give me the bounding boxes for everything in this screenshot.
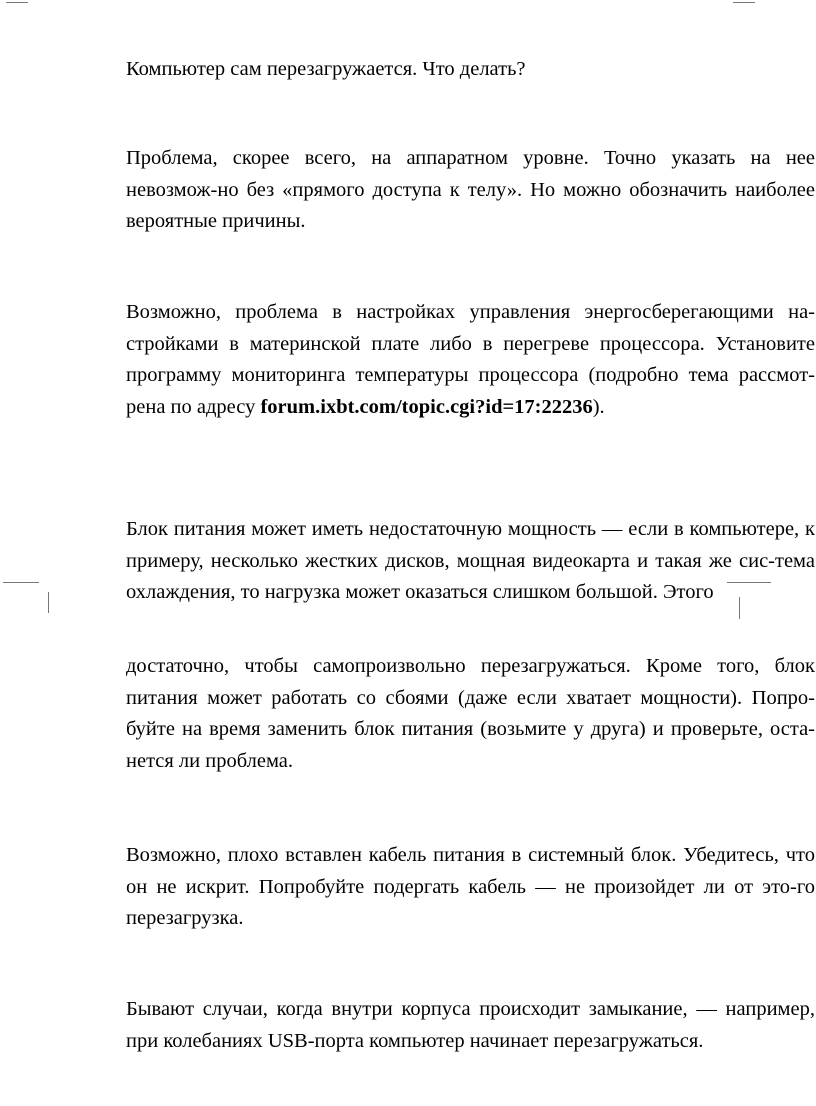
document-title: Компьютер сам перезагружается. Что делать? (126, 58, 526, 80)
paragraph-hardware-problem: Проблема, скорее всего, на аппаратном уровне. Точно указать на нее невозмож-но без «прямого доступа к телу». Но можно обозначить наиболее вероятные причины. (126, 147, 815, 232)
paragraph-power-supply: Блок питания может иметь недостаточную мощность — если в компьютере, к примеру, несколько жестких дисков, мощная видеокарта и такая же сис-тема охлаждения, то нагрузка может оказаться слишком большой. Этого (126, 518, 815, 603)
paragraph-power-cable: Возможно, плохо вставлен кабель питания в системный блок. Убедитесь, что он не искрит. Попробуйте подергать кабель — не произойдет ли от это-го перезагрузка. (126, 844, 815, 929)
page-break-mark (48, 592, 49, 613)
forum-link[interactable]: forum.ixbt.com/topic.cgi?id=17:22236 (260, 395, 593, 418)
paragraph-power-settings (126, 297, 815, 423)
paragraph-short-circuit: Бывают случаи, когда внутри корпуса происходит замыкание, — например, при колебаниях USB-порта компьютер начинает перезагружаться. (126, 998, 815, 1052)
page-corner-mark (6, 2, 28, 3)
page-break-mark (3, 582, 39, 583)
page-corner-mark (733, 2, 755, 3)
paragraph-text-end: ). (592, 395, 605, 418)
paragraph-text: Возможно, проблема в настройках управления энергосберегающими на-стройками в материнской плате либо в перегреве процессора. Установите программу мониторинга температуры процессора (подробно тема рассмот-рена по адресу (126, 301, 815, 418)
paragraph-power-supply-continued: достаточно, чтобы самопроизвольно перезагружаться. Кроме того, блок питания может работать со сбоями (даже если хватает мощности). Попро-буйте на время заменить блок питания (возьмите у друга) и проверьте, оста-нется ли проблема. (126, 655, 815, 772)
